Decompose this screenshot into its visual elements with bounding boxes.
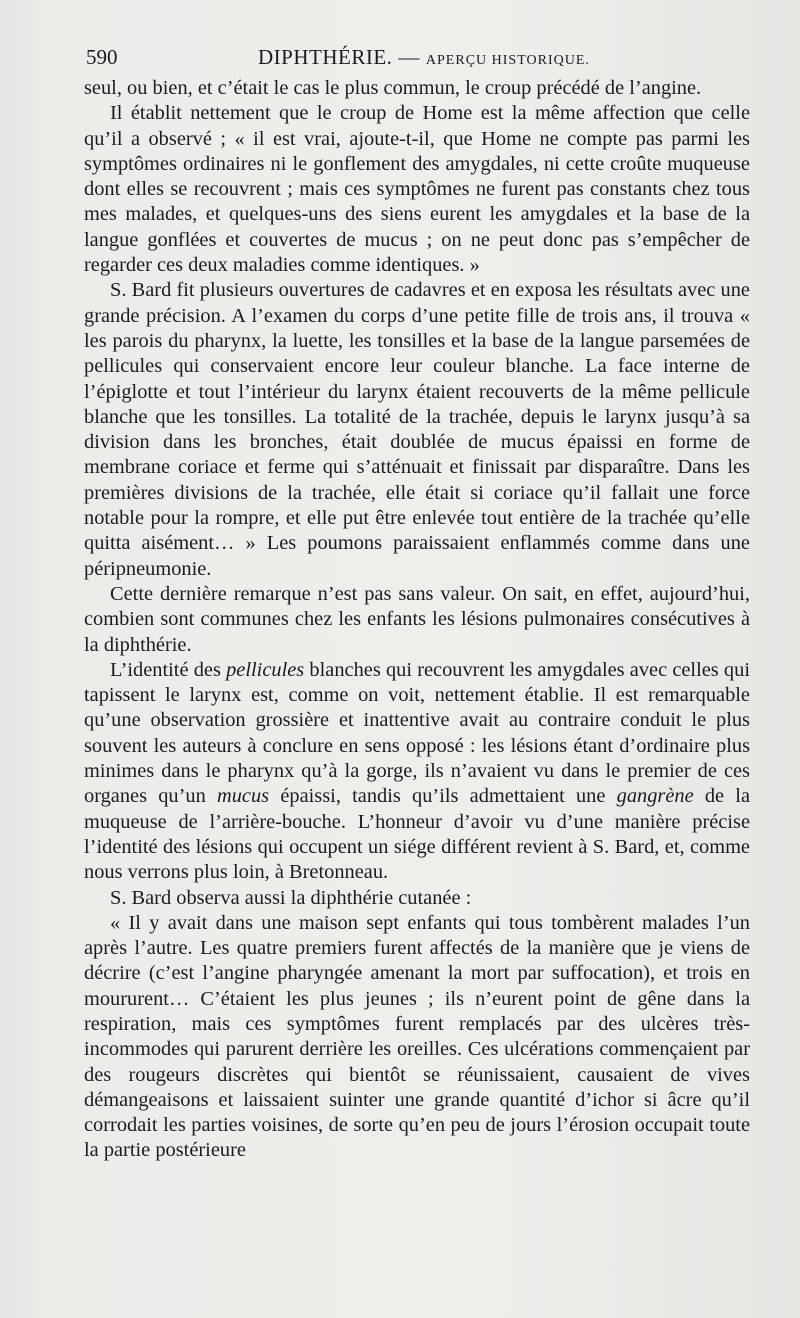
paragraph bbox=[84, 886, 750, 911]
running-title bbox=[258, 42, 590, 76]
italic-term: pellicules bbox=[226, 658, 305, 681]
paragraph bbox=[84, 658, 750, 886]
header-title: DIPHTHÉRIE. bbox=[258, 45, 393, 69]
page-number: 590 bbox=[86, 45, 118, 69]
paragraph-text: L’identité des bbox=[110, 658, 227, 681]
paragraph-text: Il établit nettement que le croup de Home est la même affection que celle qu’il a observé ; « il est vrai, ajoute-t-il, que Home ne compte pas parmi les symptômes ordinaires ni le gonflement des amygdales, ni cette croûte muqueuse dont elles se recouvrent ; mais ces symptômes ne furent pas constants chez tous mes malades, et quelques-uns des siens eurent les amygdales et la base de la langue gonflées et couvertes de mucus ; on ne peut donc pas s’empêcher de regarder ces deux maladies comme identiques. » bbox=[84, 102, 750, 277]
header-subtitle: APERÇU HISTORIQUE. bbox=[425, 53, 590, 68]
running-header bbox=[86, 42, 750, 72]
body-text bbox=[84, 76, 750, 1164]
paragraph bbox=[84, 101, 750, 278]
paragraph-text: seul, ou bien, et c’était le cas le plus commun, le croup précédé de l’angine. bbox=[84, 77, 702, 99]
italic-term: mucus bbox=[217, 785, 270, 808]
paragraph bbox=[84, 278, 750, 582]
paragraph bbox=[84, 582, 750, 658]
header-dash: — bbox=[398, 45, 420, 69]
paragraph bbox=[84, 76, 750, 101]
paragraph bbox=[84, 911, 750, 1164]
italic-term: gangrène bbox=[616, 785, 694, 808]
paragraph-text: de la muqueuse de l’arrière-bouche. L’honneur d’avoir vu d’une manière précise l’identité des lésions qui occupent un siége différent revient à S. Bard, et, comme nous verrons plus loin, à Bretonneau. bbox=[84, 785, 750, 884]
paragraph-text: épaissi, tandis qu’ils admettaient une bbox=[269, 785, 617, 808]
paragraph-text: « Il y avait dans une maison sept enfants qui tous tombèrent malades l’un après l’autre. Les quatre premiers furent affectés de la manière que je viens de décrire (c’est l’angine pharyngée amenant la mort par suffocation), et trois en moururent… C’étaient les plus jeunes ; ils n’eurent point de gêne dans la respiration, mais ces symptômes furent remplacés par des ulcères très-incommodes qui parurent derrière les oreilles. Ces ulcérations commençaient par des rougeurs discrètes qui bientôt se réunissaient, causaient de vives démangeaisons et laissaient suinter une grande quantité d’ichor si âcre qu’il corrodait les parties voisines, de sorte qu’en peu de jours l’érosion occupait toute la partie postérieure bbox=[84, 911, 750, 1162]
paragraph-text: S. Bard observa aussi la diphthérie cutanée : bbox=[110, 886, 472, 909]
paragraph-text: blanches qui recouvrent les amygdales avec celles qui tapissent le larynx est, comme on voit, nettement établie. Il est remarquable qu’une observation grossière et inattentive avait au contraire conduit le plus souvent les auteurs à conclure en sens opposé : les lésions étant d’ordinaire plus minimes dans le pharynx qu’à la gorge, ils n’avaient vu dans le premier de ces organes qu’un bbox=[84, 658, 750, 808]
paragraph-text: Cette dernière remarque n’est pas sans valeur. On sait, en effet, aujourd’hui, combien sont communes chez les enfants les lésions pulmonaires consécutives à la diphthérie. bbox=[84, 582, 750, 656]
paragraph-text: S. Bard fit plusieurs ouvertures de cadavres et en exposa les résultats avec une grande précision. A l’examen du corps d’une petite fille de trois ans, il trouva « les parois du pharynx, la luette, les tonsilles et la base de la langue parsemées de pellicules qui conservaient encore leur couleur blanche. La face interne de l’épiglotte et tout l’intérieur du larynx étaient recouverts de la même pellicule blanche que les tonsilles. La totalité de la trachée, depuis le larynx jusqu’à sa division dans les bronches, était doublée de mucus épaissi en forme de membrane coriace et ferme qui s’atténuait et finissait par disparaître. Dans les premières divisions de la trachée, elle était si coriace qu’il fallait une force notable pour la rompre, et elle put être enlevée tout entière de la trachée qu’elle quitta aisément… » Les poumons paraissaient enflammés comme dans une péripneumonie. bbox=[84, 279, 750, 580]
